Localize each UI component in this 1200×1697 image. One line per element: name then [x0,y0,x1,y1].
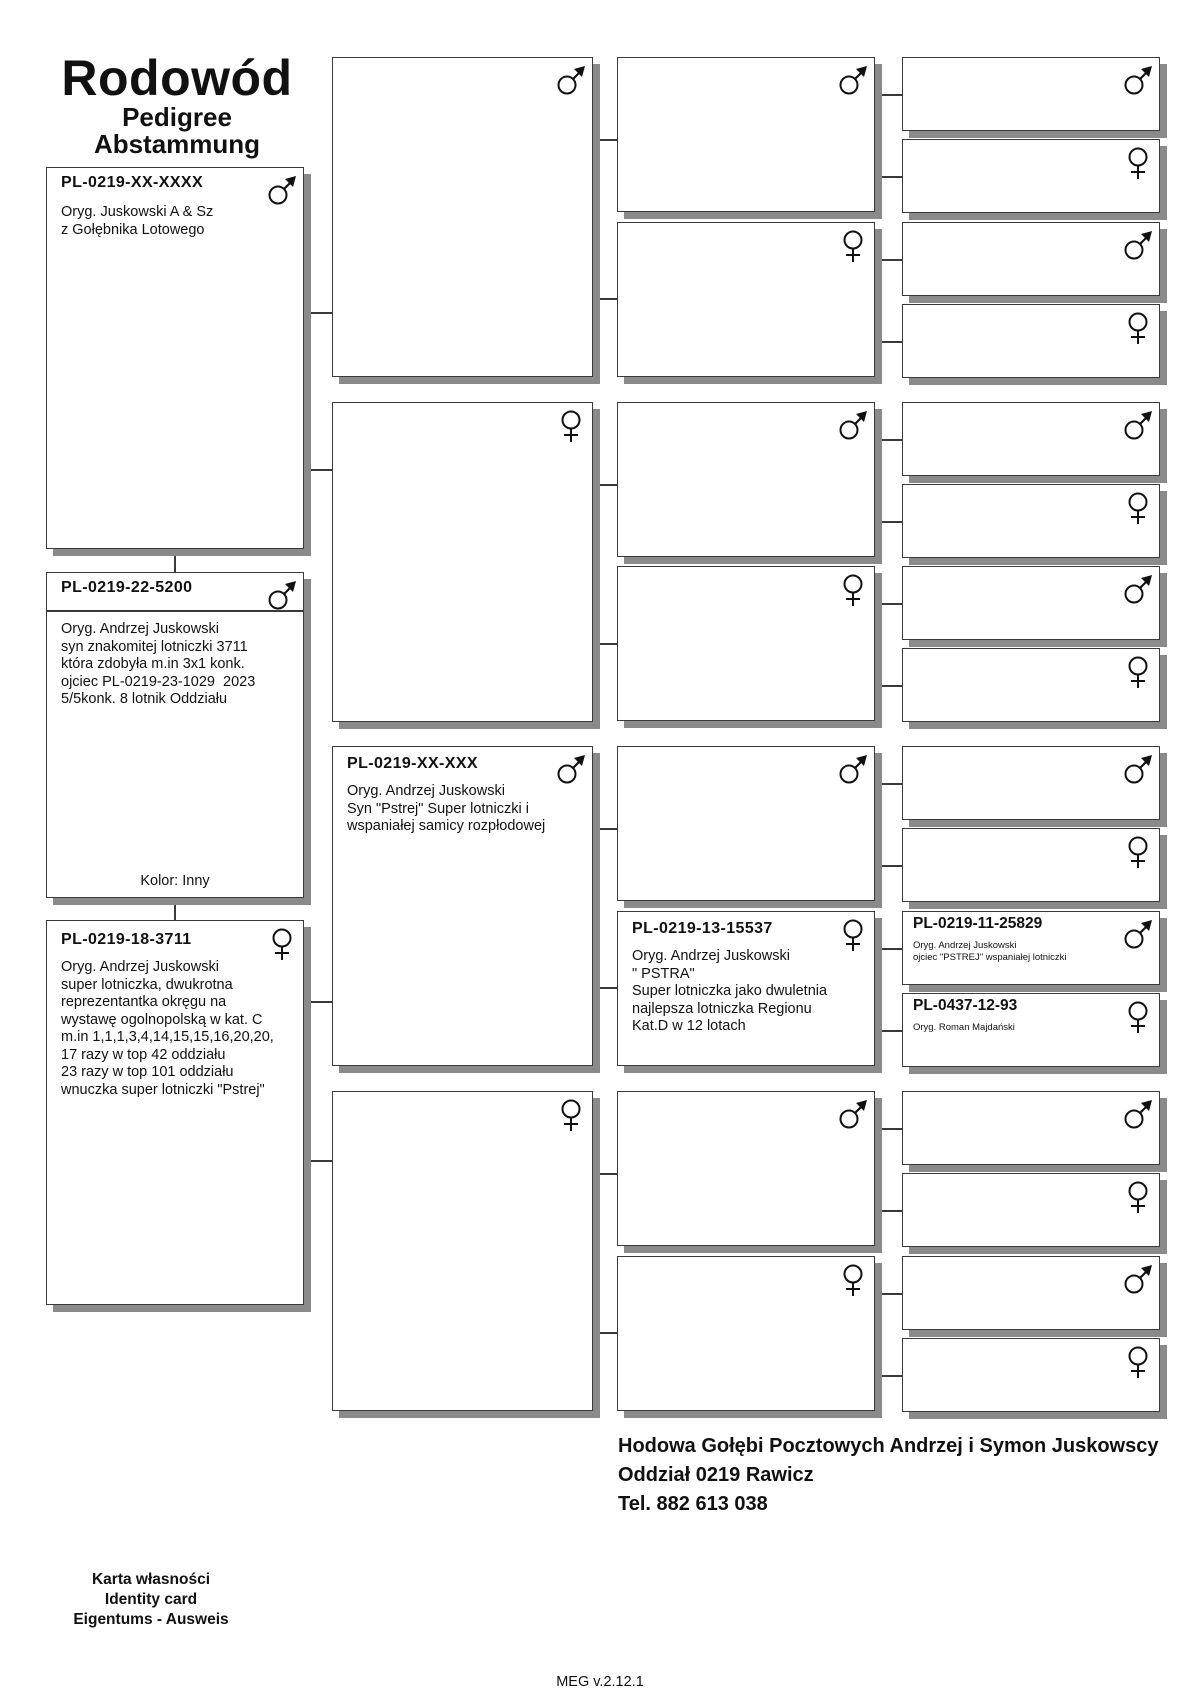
male-icon [556,64,586,98]
male-icon [1123,918,1153,952]
breeder-phone: Tel. 882 613 038 [618,1493,768,1515]
great-great-grandparent-box[interactable] [902,911,1160,985]
grandparent-box[interactable] [332,402,593,722]
female-icon [556,1098,586,1132]
male-icon [838,1098,868,1132]
connector-line [875,783,902,785]
connector-line [593,139,617,141]
connector-line [875,341,902,343]
grandparent-box[interactable] [332,746,593,1066]
male-icon [556,753,586,787]
male-icon [1123,409,1153,443]
male-icon [838,409,868,443]
connector-line [304,469,332,471]
great-great-grandparent-box[interactable] [902,746,1160,820]
father-description: Oryg. Andrzej Juskowski syn znakomitej lotniczki 3711 która zdobyła m.in 3x1 konk. ojciec PL-0219-23-1029 2023 5/5konk. 8 lotnik Oddziału [61,621,256,707]
female-icon [1123,146,1153,180]
female-icon [1123,1345,1153,1379]
connector-line [875,1293,902,1295]
subject-box[interactable] [46,167,304,549]
connector-line [875,1128,902,1130]
great-great-grandparent-box[interactable] [902,304,1160,378]
male-icon [838,64,868,98]
great-grandparent-box[interactable] [617,566,875,721]
connector-line [875,865,902,867]
breeder-name: Hodowa Gołębi Pocztowych Andrzej i Symon Juskowscy [618,1435,1159,1457]
great-great-grandparent-box[interactable] [902,828,1160,902]
female-icon [838,918,868,952]
connector-line [593,298,617,300]
male-icon [1123,573,1153,607]
great-great-grandparent-box[interactable] [902,1256,1160,1330]
great-great-grandparent-box[interactable] [902,1173,1160,1247]
great-grandparent-box[interactable] [617,911,875,1066]
grandparent-box[interactable] [332,57,593,377]
connector-line [875,439,902,441]
connector-line [593,1173,617,1175]
grandparent-box[interactable] [332,1091,593,1411]
female-icon [838,573,868,607]
male-icon [267,174,297,208]
male-icon [1123,64,1153,98]
female-icon [1123,311,1153,345]
pigeon-description: Oryg. Andrzej Juskowski ojciec "PSTREJ" wspaniałej lotniczki [913,940,1067,963]
identity-card-en: Identity card [104,1591,198,1608]
mother-box[interactable] [46,920,304,1305]
female-icon [1123,655,1153,689]
female-icon [1123,1180,1153,1214]
connector-line [304,1001,332,1003]
header-divider [47,610,303,612]
great-grandparent-box[interactable] [617,1091,875,1246]
identity-card-de: Eigentums - Ausweis [73,1611,229,1628]
great-great-grandparent-box[interactable] [902,139,1160,213]
great-grandparent-box[interactable] [617,402,875,557]
female-icon [1123,491,1153,525]
great-great-grandparent-box[interactable] [902,222,1160,296]
connector-line [875,94,902,96]
connector-line [875,259,902,261]
breeder-info [618,1432,1158,1519]
great-great-grandparent-box[interactable] [902,57,1160,131]
connector-line [304,312,332,314]
connector-line [593,1332,617,1334]
ring-number: PL-0437-12-93 [913,997,1018,1014]
male-icon [838,753,868,787]
connector-line [593,643,617,645]
ring-number: PL-0219-11-25829 [913,915,1043,932]
identity-card-pl: Karta własności [91,1571,211,1588]
female-icon [1123,835,1153,869]
female-icon [556,409,586,443]
subtitle-en: Pedigree [122,102,232,132]
connector-line [875,1030,902,1032]
father-ring: PL-0219-22-5200 [61,579,193,596]
subject-description: Oryg. Juskowski A & Sz z Gołębnika Lotowego [61,204,214,238]
great-great-grandparent-box[interactable] [902,402,1160,476]
connector-line [875,948,902,950]
connector-line [875,1375,902,1377]
ring-number: PL-0219-XX-XXX [347,755,478,772]
great-great-grandparent-box[interactable] [902,566,1160,640]
connector-line [875,176,902,178]
great-great-grandparent-box[interactable] [902,993,1160,1067]
subtitle-de: Abstammung [93,129,261,159]
mother-ring: PL-0219-18-3711 [61,931,192,948]
great-great-grandparent-box[interactable] [902,1091,1160,1165]
male-icon [1123,1098,1153,1132]
pigeon-description: Oryg. Roman Majdański [913,1022,1015,1033]
great-great-grandparent-box[interactable] [902,1338,1160,1412]
pigeon-description: Oryg. Andrzej Juskowski Syn "Pstrej" Super lotniczki i wspaniałej samicy rozpłodowej [347,783,546,834]
connector-line [174,898,176,920]
breeder-section: Oddział 0219 Rawicz [618,1464,814,1486]
version-label: MEG v.2.12.1 [556,1674,644,1690]
female-icon [838,229,868,263]
identity-card-label [46,1570,256,1630]
female-icon [838,1263,868,1297]
male-icon [1123,229,1153,263]
connector-line [875,1210,902,1212]
great-grandparent-box[interactable] [617,57,875,212]
female-icon [267,927,297,961]
connector-line [593,484,617,486]
connector-line [875,603,902,605]
father-box[interactable] [46,572,304,898]
male-icon [1123,1263,1153,1297]
great-grandparent-box[interactable] [617,746,875,901]
connector-line [593,987,617,989]
pigeon-description: Oryg. Andrzej Juskowski " PSTRA" Super lotniczka jako dwuletnia najlepsza lotniczka Regionu Kat.D w 12 lotach [632,948,828,1034]
great-great-grandparent-box[interactable] [902,484,1160,558]
connector-line [875,521,902,523]
great-grandparent-box[interactable] [617,1256,875,1411]
connector-line [304,1160,332,1162]
connector-line [875,685,902,687]
great-great-grandparent-box[interactable] [902,648,1160,722]
mother-description: Oryg. Andrzej Juskowski super lotniczka, dwukrotna reprezentantka okręgu na wystawę ogolnopolską w kat. C m.in 1,1,1,3,4,14,15,15,16,20,20, 17 razy w top 42 oddziału 23 razy w top 101 oddziału wnuczka super lotniczki "Pstrej" [61,959,274,1098]
male-icon [1123,753,1153,787]
female-icon [1123,1000,1153,1034]
great-grandparent-box[interactable] [617,222,875,377]
father-color: Kolor: Inny [140,873,210,889]
ring-number: PL-0219-13-15537 [632,920,773,937]
page-title: Rodowód [61,50,293,106]
connector-line [174,549,176,572]
connector-line [593,828,617,830]
male-icon [267,579,297,613]
subject-ring: PL-0219-XX-XXXX [61,174,204,191]
